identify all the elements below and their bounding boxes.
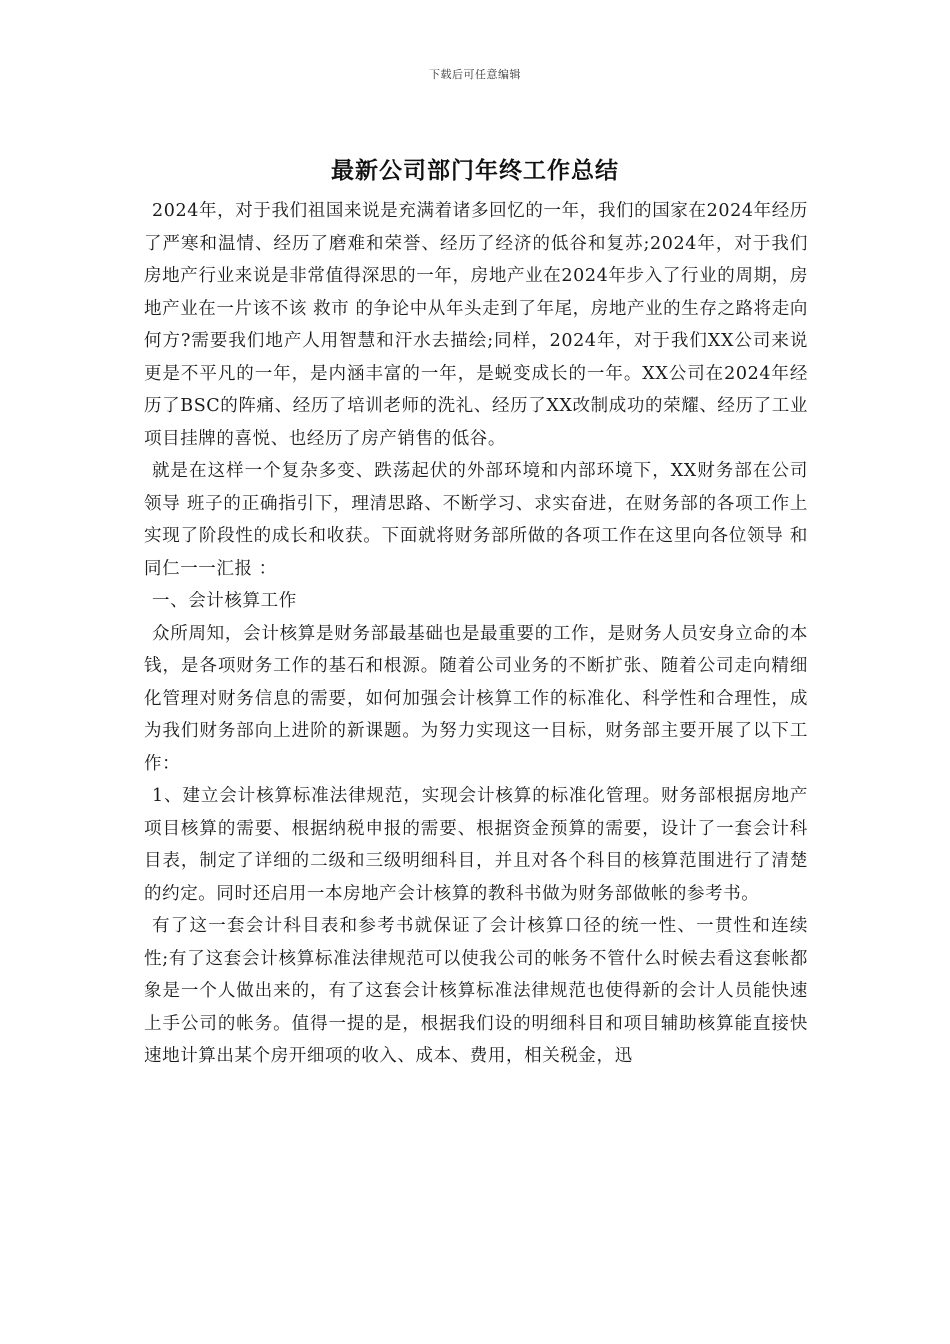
document-title: 最新公司部门年终工作总结	[331, 158, 619, 184]
section-heading-accounting: 一、会计核算工作	[152, 591, 297, 611]
paragraph-intro: 2024年，对于我们祖国来说是充满着诸多回忆的一年，我们的国家在2024年经历了严寒和温情、经历了磨难和荣誉、经历了经济的低谷和复苏;2024年，对于我们房地产行业来说是非常值得深思的一年，房地产业在2024年步入了行业的周期，房地产业在一片该不该 救市 的争论中从年头走到了年尾，房地产业的生存之路将走向何方?需要我们地产人用智慧和汗水去描绘;同样，2024年，对于我们XX公司来说更是不平凡的一年，是内涵丰富的一年，是蜕变成长的一年。XX公司在2024年经历了BSC的阵痛、经历了培训老师的洗礼、经历了XX改制成功的荣耀、经历了工业项目挂牌的喜悦、也经历了房产销售的低谷。	[144, 201, 808, 449]
paragraph-benefits: 有了这一套会计科目表和参考书就保证了会计核算口径的统一性、一贯性和连续性;有了这套会计核算标准法律规范可以使我公司的帐务不管什么时候去看这套帐都象是一个人做出来的，有了这套会计核算标准法律规范也使得新的会计人员能快速上手公司的帐务。值得一提的是，根据我们设的明细科目和项目辅助核算能直接快速地计算出某个房开细项的收入、成本、费用，相关税金，迅	[144, 916, 808, 1066]
paragraph-context: 就是在这样一个复杂多变、跌荡起伏的外部环境和内部环境下，XX财务部在公司领导 班子的正确指引下，理清思路、不断学习、求实奋进，在财务部的各项工作上实现了阶段性的成长和收获。下面就将财务部所做的各项工作在这里向各位领导 和同仁一一汇报 ：	[144, 461, 808, 579]
document-body	[144, 195, 808, 1073]
header-note: 下载后可任意编辑	[429, 68, 521, 81]
paragraph-item-1: 1、建立会计核算标准法律规范，实现会计核算的标准化管理。财务部根据房地产项目核算的需要、根据纳税申报的需要、根据资金预算的需要，设计了一套会计科目表，制定了详细的二级和三级明细科目，并且对各个科目的核算范围进行了清楚的约定。同时还启用一本房地产会计核算的教科书做为财务部做帐的参考书。	[144, 786, 808, 904]
paragraph-accounting-overview: 众所周知，会计核算是财务部最基础也是最重要的工作，是财务人员安身立命的本钱，是各项财务工作的基石和根源。随着公司业务的不断扩张、随着公司走向精细化管理对财务信息的需要，如何加强会计核算工作的标准化、科学性和合理性，成为我们财务部向上进阶的新课题。为努力实现这一目标，财务部主要开展了以下工作：	[144, 623, 808, 774]
